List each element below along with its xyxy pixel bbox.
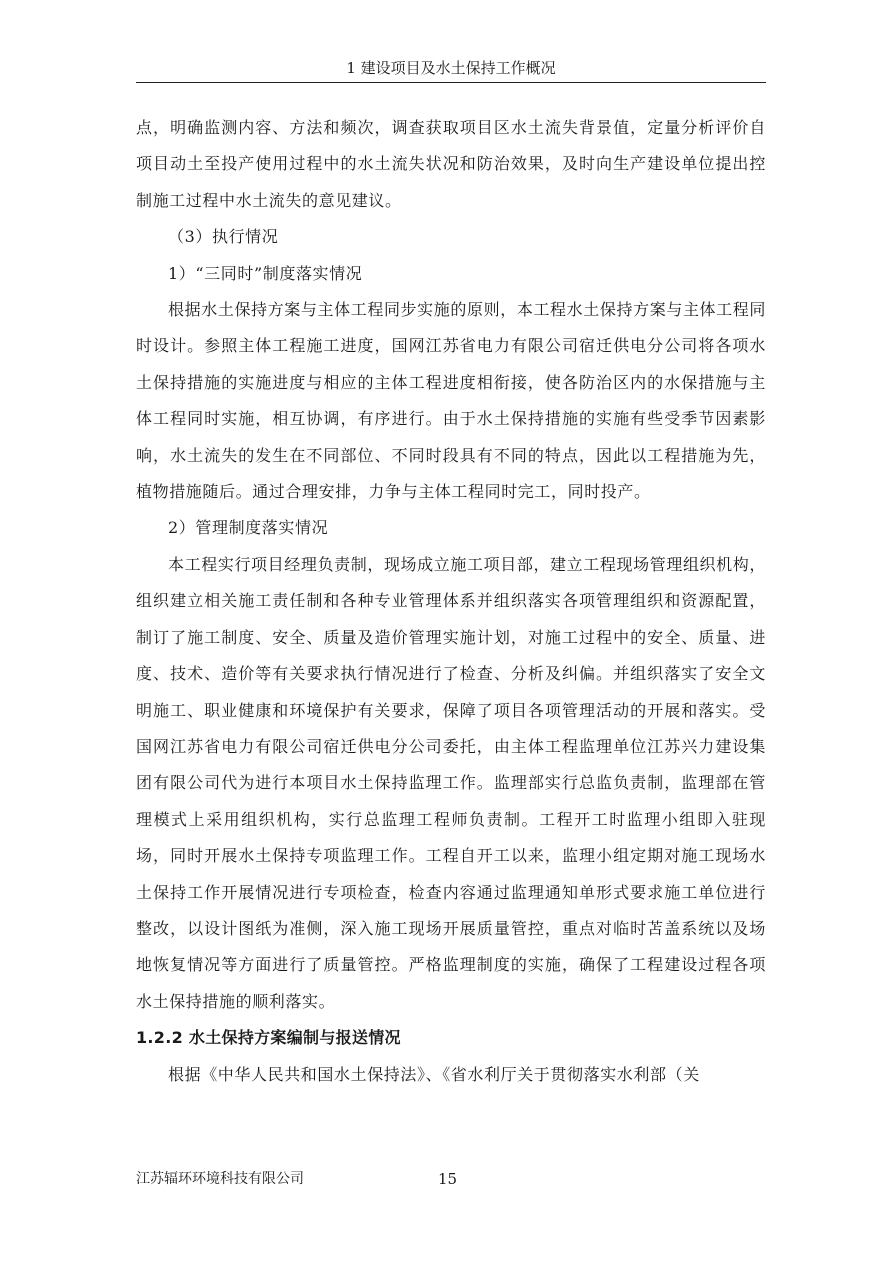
paragraph-management-system: 本工程实行项目经理负责制，现场成立施工项目部，建立工程现场管理组织机构，组织建立相关施工责任制和各种专业管理体系并组织落实各项管理组织和资源配置，制订了施工制度、安全、质量及造价管理实施计划，对施工过程中的安全、质量、进度、技术、造价等有关要求执行情况进行了检查、分析及纠偏。并组织落实了安全文明施工、职业健康和环境保护有关要求，保障了项目各项管理活动的开展和落实。受国网江苏省电力有限公司宿迁供电分公司委托，由主体工程监理单位江苏兴力建设集团有限公司代为进行本项目水土保持监理工作。监理部实行总监负责制，监理部在管理模式上采用组织机构，实行总监理工程师负责制。工程开工时监理小组即入驻现场，同时开展水土保持专项监理工作。工程自开工以来，监理小组定期对施工现场水土保持工作开展情况进行专项检查，检查内容通过监理通知单形式要求施工单位进行整改，以设计图纸为准侧，深入施工现场开展质量管控，重点对临时苫盖系统以及场地恢复情况等方面进行了质量管控。严格监理制度的实施，确保了工程建设过程各项水土保持措施的顺利落实。 [136,554,766,1011]
subsection-management-system: 2）管理制度落实情况 [168,518,329,538]
paragraph-monitoring-continued: 点，明确监测内容、方法和频次，调查获取项目区水土流失背景值，定量分析评价自项目动土至投产使用过程中的水土流失状况和防治效果，及时向生产建设单位提出控制施工过程中水土流失的意见建议。 [136,118,766,210]
section-heading-1-2-2: 1.2.2 水土保持方案编制与报送情况 [136,1028,401,1048]
running-header: 1 建设项目及水土保持工作概况 [346,59,556,77]
paragraph-three-simultaneous: 根据水土保持方案与主体工程同步实施的原则，本工程水土保持方案与主体工程同时设计。参照主体工程施工进度，国网江苏省电力有限公司宿迁供电分公司将各项水土保持措施的实施进度与相应的主体工程进度相衔接，使各防治区内的水保措施与主体工程同时实施，相互协调，有序进行。由于水土保持措施的实施有些受季节因素影响，水土流失的发生在不同部位、不同时段具有不同的特点，因此以工程措施为先，植物措施随后。通过合理安排，力争与主体工程同时完工，同时投产。 [136,300,766,502]
header-divider [136,82,766,83]
page-number: 15 [438,1170,458,1188]
footer-company-name: 江苏辐环环境科技有限公司 [136,1171,304,1187]
section-execution-status: （3）执行情况 [168,227,279,247]
page-body [136,110,766,1093]
subsection-three-simultaneous: 1）“三同时”制度落实情况 [168,263,363,283]
paragraph-legal-basis: 根据《中华人民共和国水土保持法》、《省水利厅关于贯彻落实水利部（关 [168,1064,700,1084]
